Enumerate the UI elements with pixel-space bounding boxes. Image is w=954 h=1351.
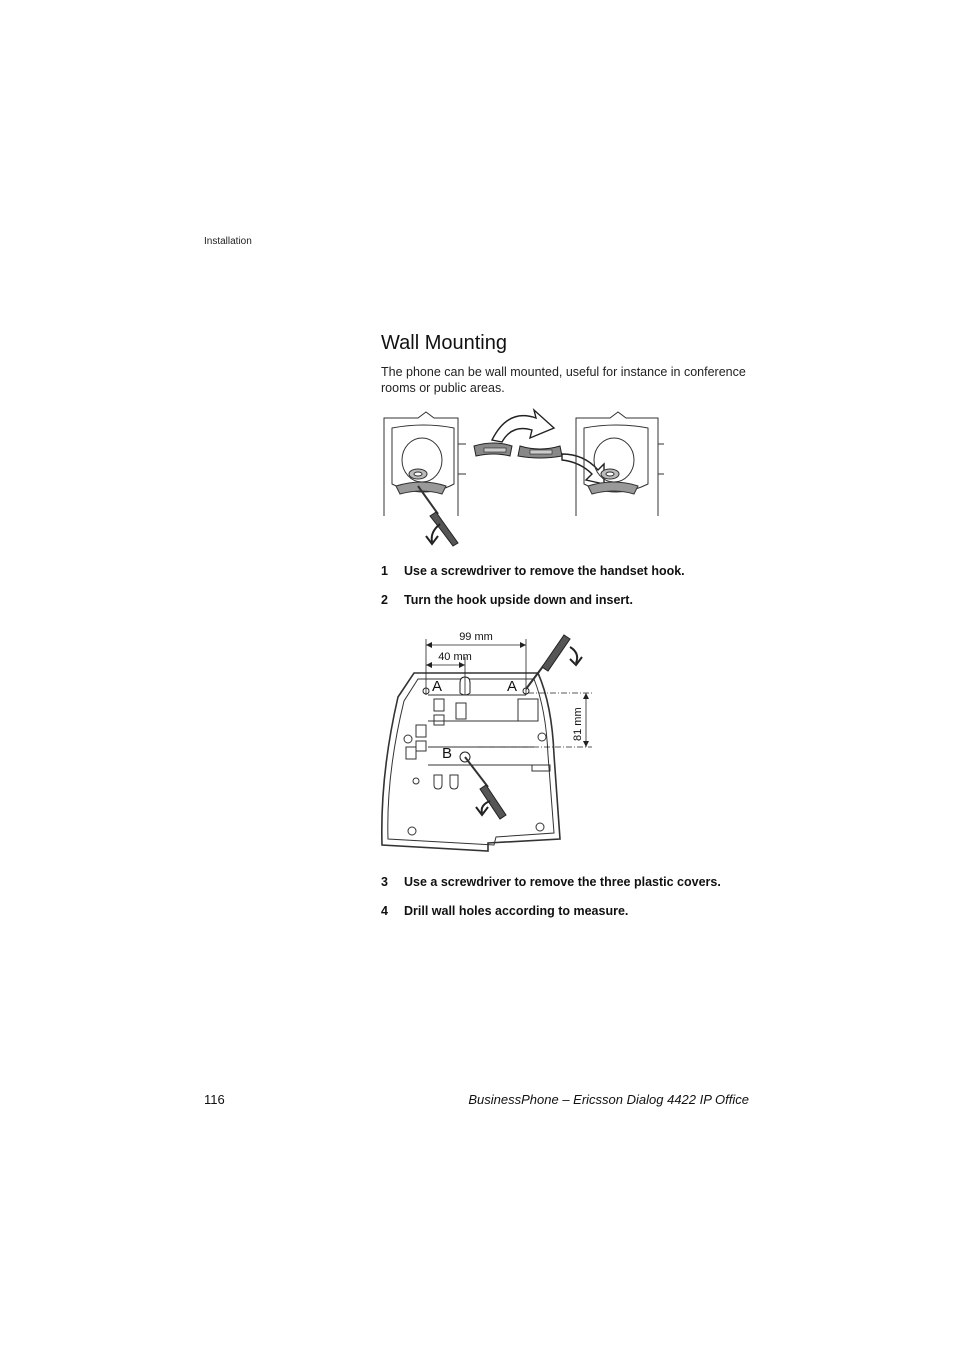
hook-removal-illustration <box>378 404 668 549</box>
dimension-40mm: 40 mm <box>438 651 472 663</box>
step-number: 1 <box>381 564 388 578</box>
label-b: B <box>442 745 453 762</box>
step-3 <box>381 875 721 889</box>
step-text: Turn the hook upside down and insert. <box>404 593 633 607</box>
step-number: 2 <box>381 593 388 607</box>
footer-doc-title: BusinessPhone – Ericsson Dialog 4422 IP Office <box>468 1092 749 1107</box>
intro-paragraph: The phone can be wall mounted, useful for instance in conference rooms or public areas. <box>381 365 746 395</box>
step-4 <box>381 904 628 918</box>
step-1 <box>381 564 685 578</box>
dimension-99mm: 99 mm <box>459 631 493 643</box>
mounting-dimensions-diagram <box>378 625 598 861</box>
dimension-81mm: 81 mm <box>572 707 584 741</box>
step-number: 3 <box>381 875 388 889</box>
page-number: 116 <box>204 1092 225 1107</box>
step-text: Drill wall holes according to measure. <box>404 904 629 918</box>
section-header: Installation <box>204 236 252 247</box>
step-text: Use a screwdriver to remove the three plastic covers. <box>404 875 721 889</box>
step-text: Use a screwdriver to remove the handset hook. <box>404 564 685 578</box>
page-title: Wall Mounting <box>381 332 507 354</box>
step-number: 4 <box>381 904 388 918</box>
label-a-right: A <box>507 678 518 695</box>
step-2 <box>381 593 633 607</box>
label-a-left: A <box>432 678 443 695</box>
